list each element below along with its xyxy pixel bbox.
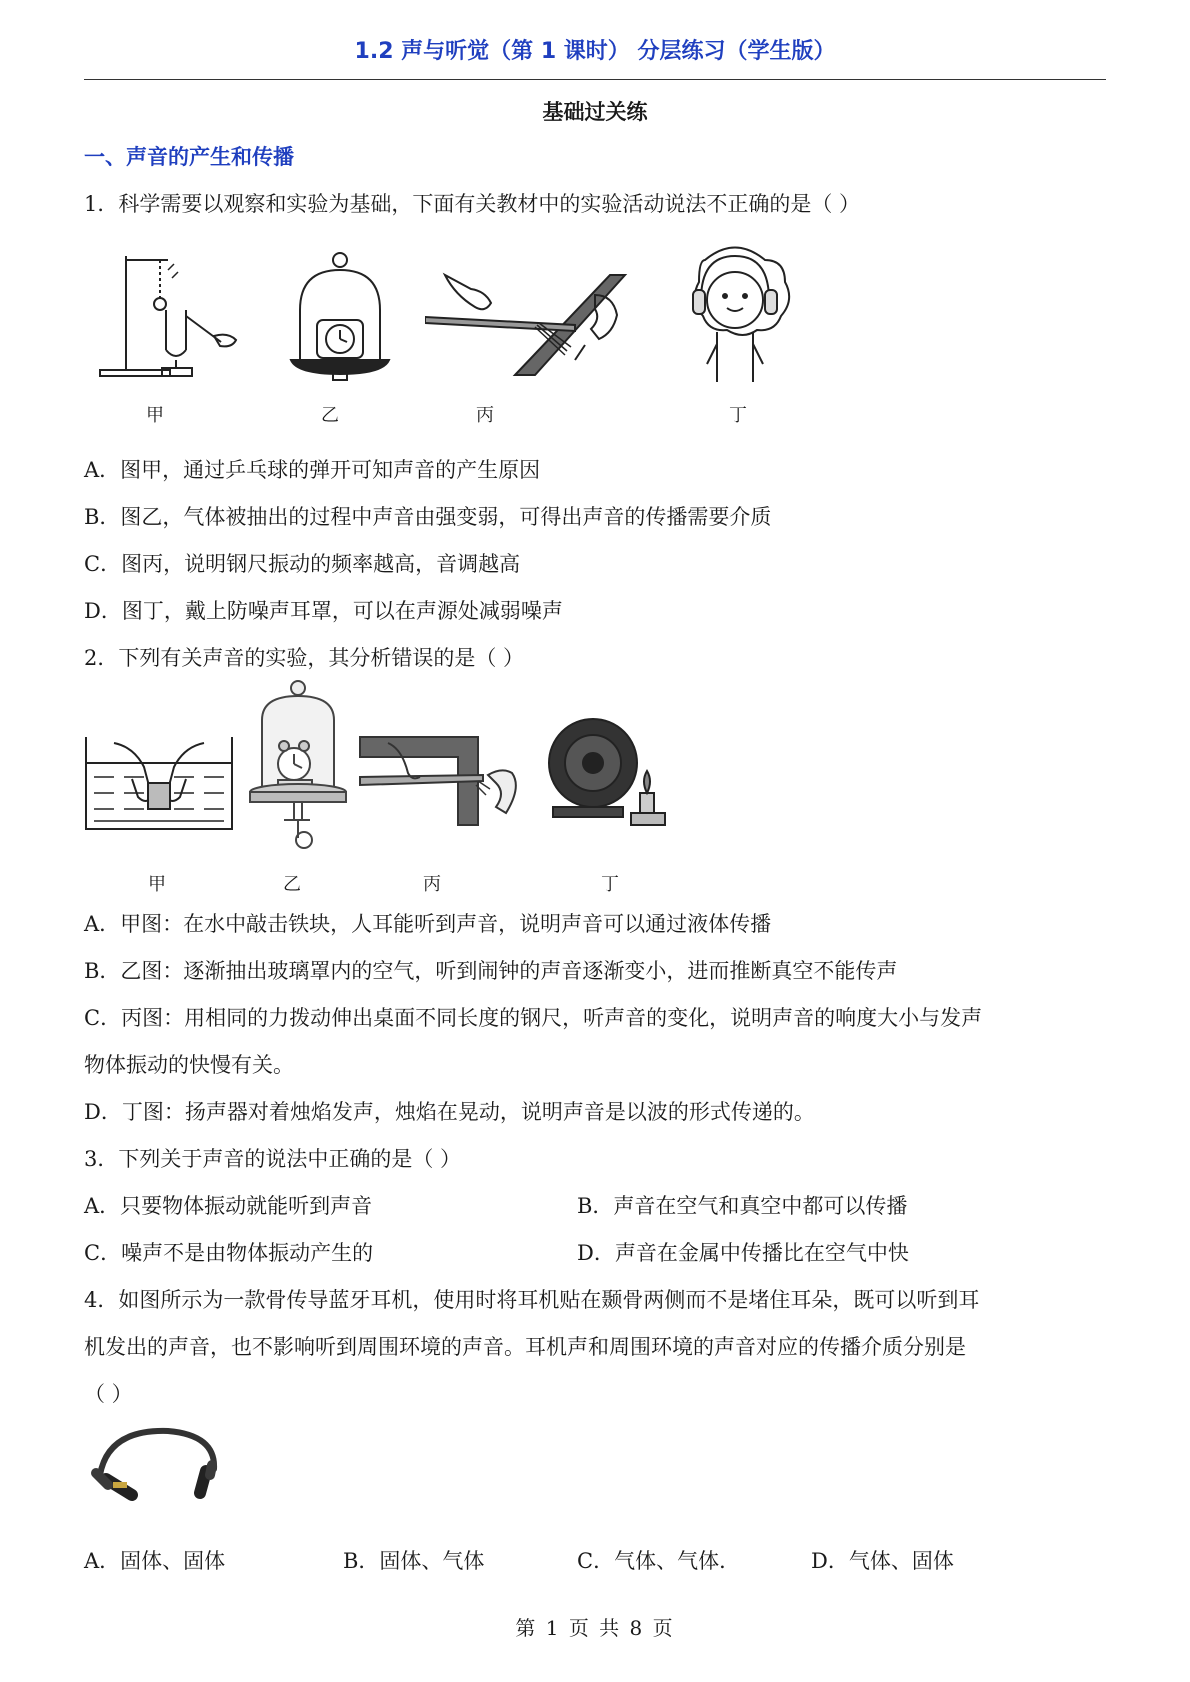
q2-stem: 2．下列有关声音的实验，其分析错误的是（ ） bbox=[84, 646, 525, 670]
q1-option-d: D．图丁，戴上防噪声耳罩，可以在声源处减弱噪声 bbox=[84, 599, 563, 623]
q1-caption-jia: 甲 bbox=[146, 405, 164, 426]
q2-figure-yi bbox=[248, 680, 348, 855]
q4-stem-line2: 机发出的声音，也不影响听到周围环境的声音。耳机声和周围环境的声音对应的传播介质分别是 bbox=[84, 1335, 966, 1359]
q2-caption-jia: 甲 bbox=[148, 874, 166, 895]
q1-figure-jia bbox=[96, 250, 266, 385]
q2-figure-bing bbox=[358, 735, 538, 830]
q2-caption-ding: 丁 bbox=[601, 874, 619, 895]
q1-option-b: B．图乙，气体被抽出的过程中声音由强变弱，可得出声音的传播需要介质 bbox=[84, 505, 772, 529]
q3-stem: 3．下列关于声音的说法中正确的是（ ） bbox=[84, 1147, 462, 1171]
q2-option-b: B．乙图：逐渐抽出玻璃罩内的空气，听到闹钟的声音逐渐变小，进而推断真空不能传声 bbox=[84, 959, 898, 983]
q4-option-d: D．气体、固体 bbox=[811, 1549, 954, 1573]
q2-option-c: C．丙图：用相同的力拨动伸出桌面不同长度的钢尺，听声音的变化，说明声音的响度大小与发声 bbox=[84, 1006, 983, 1030]
q2-figure-jia bbox=[84, 733, 234, 833]
q2-option-a: A．甲图：在水中敲击铁块，人耳能听到声音，说明声音可以通过液体传播 bbox=[84, 912, 772, 936]
q3-option-d: D．声音在金属中传播比在空气中快 bbox=[577, 1241, 909, 1265]
q2-caption-bing: 丙 bbox=[423, 874, 441, 895]
q2-figure-ding bbox=[545, 715, 675, 830]
q1-option-a: A．图甲，通过乒乓球的弹开可知声音的产生原因 bbox=[84, 458, 541, 482]
section-heading: 一、声音的产生和传播 bbox=[84, 145, 294, 169]
q1-option-c: C．图丙，说明钢尺振动的频率越高，音调越高 bbox=[84, 552, 521, 576]
q4-option-a: A．固体、固体 bbox=[84, 1549, 226, 1573]
q4-stem-line1: 4．如图所示为一款骨传导蓝牙耳机，使用时将耳机贴在颞骨两侧而不是堵住耳朵，既可以听到耳 bbox=[84, 1288, 980, 1312]
q1-figure-ding bbox=[675, 240, 795, 390]
q2-option-c-continued: 物体振动的快慢有关。 bbox=[84, 1053, 294, 1077]
q3-option-b: B．声音在空气和真空中都可以传播 bbox=[577, 1194, 908, 1218]
q1-caption-yi: 乙 bbox=[321, 405, 339, 426]
document-title: 1.2 声与听觉（第 1 课时） 分层练习（学生版） bbox=[354, 39, 836, 64]
q4-stem-line3: （ ） bbox=[84, 1382, 133, 1406]
q3-option-a: A．只要物体振动就能听到声音 bbox=[84, 1194, 373, 1218]
q1-stem: 1．科学需要以观察和实验为基础，下面有关教材中的实验活动说法不正确的是（ ） bbox=[84, 192, 861, 216]
q1-caption-bing: 丙 bbox=[476, 405, 494, 426]
q4-option-b: B．固体、气体 bbox=[343, 1549, 485, 1573]
page-number: 第 1 页 共 8 页 bbox=[515, 1616, 675, 1640]
q4-option-c: C．气体、气体． bbox=[577, 1549, 741, 1573]
q1-figure-bing bbox=[425, 265, 640, 385]
q4-figure-headset bbox=[88, 1425, 228, 1525]
level-title: 基础过关练 bbox=[542, 100, 648, 124]
header-divider bbox=[84, 79, 1106, 80]
q1-caption-ding: 丁 bbox=[729, 405, 747, 426]
q2-caption-yi: 乙 bbox=[283, 874, 301, 895]
q2-option-d: D．丁图：扬声器对着烛焰发声，烛焰在晃动，说明声音是以波的形式传递的。 bbox=[84, 1100, 815, 1124]
q1-figure-yi bbox=[285, 250, 395, 385]
q3-option-c: C．噪声不是由物体振动产生的 bbox=[84, 1241, 374, 1265]
